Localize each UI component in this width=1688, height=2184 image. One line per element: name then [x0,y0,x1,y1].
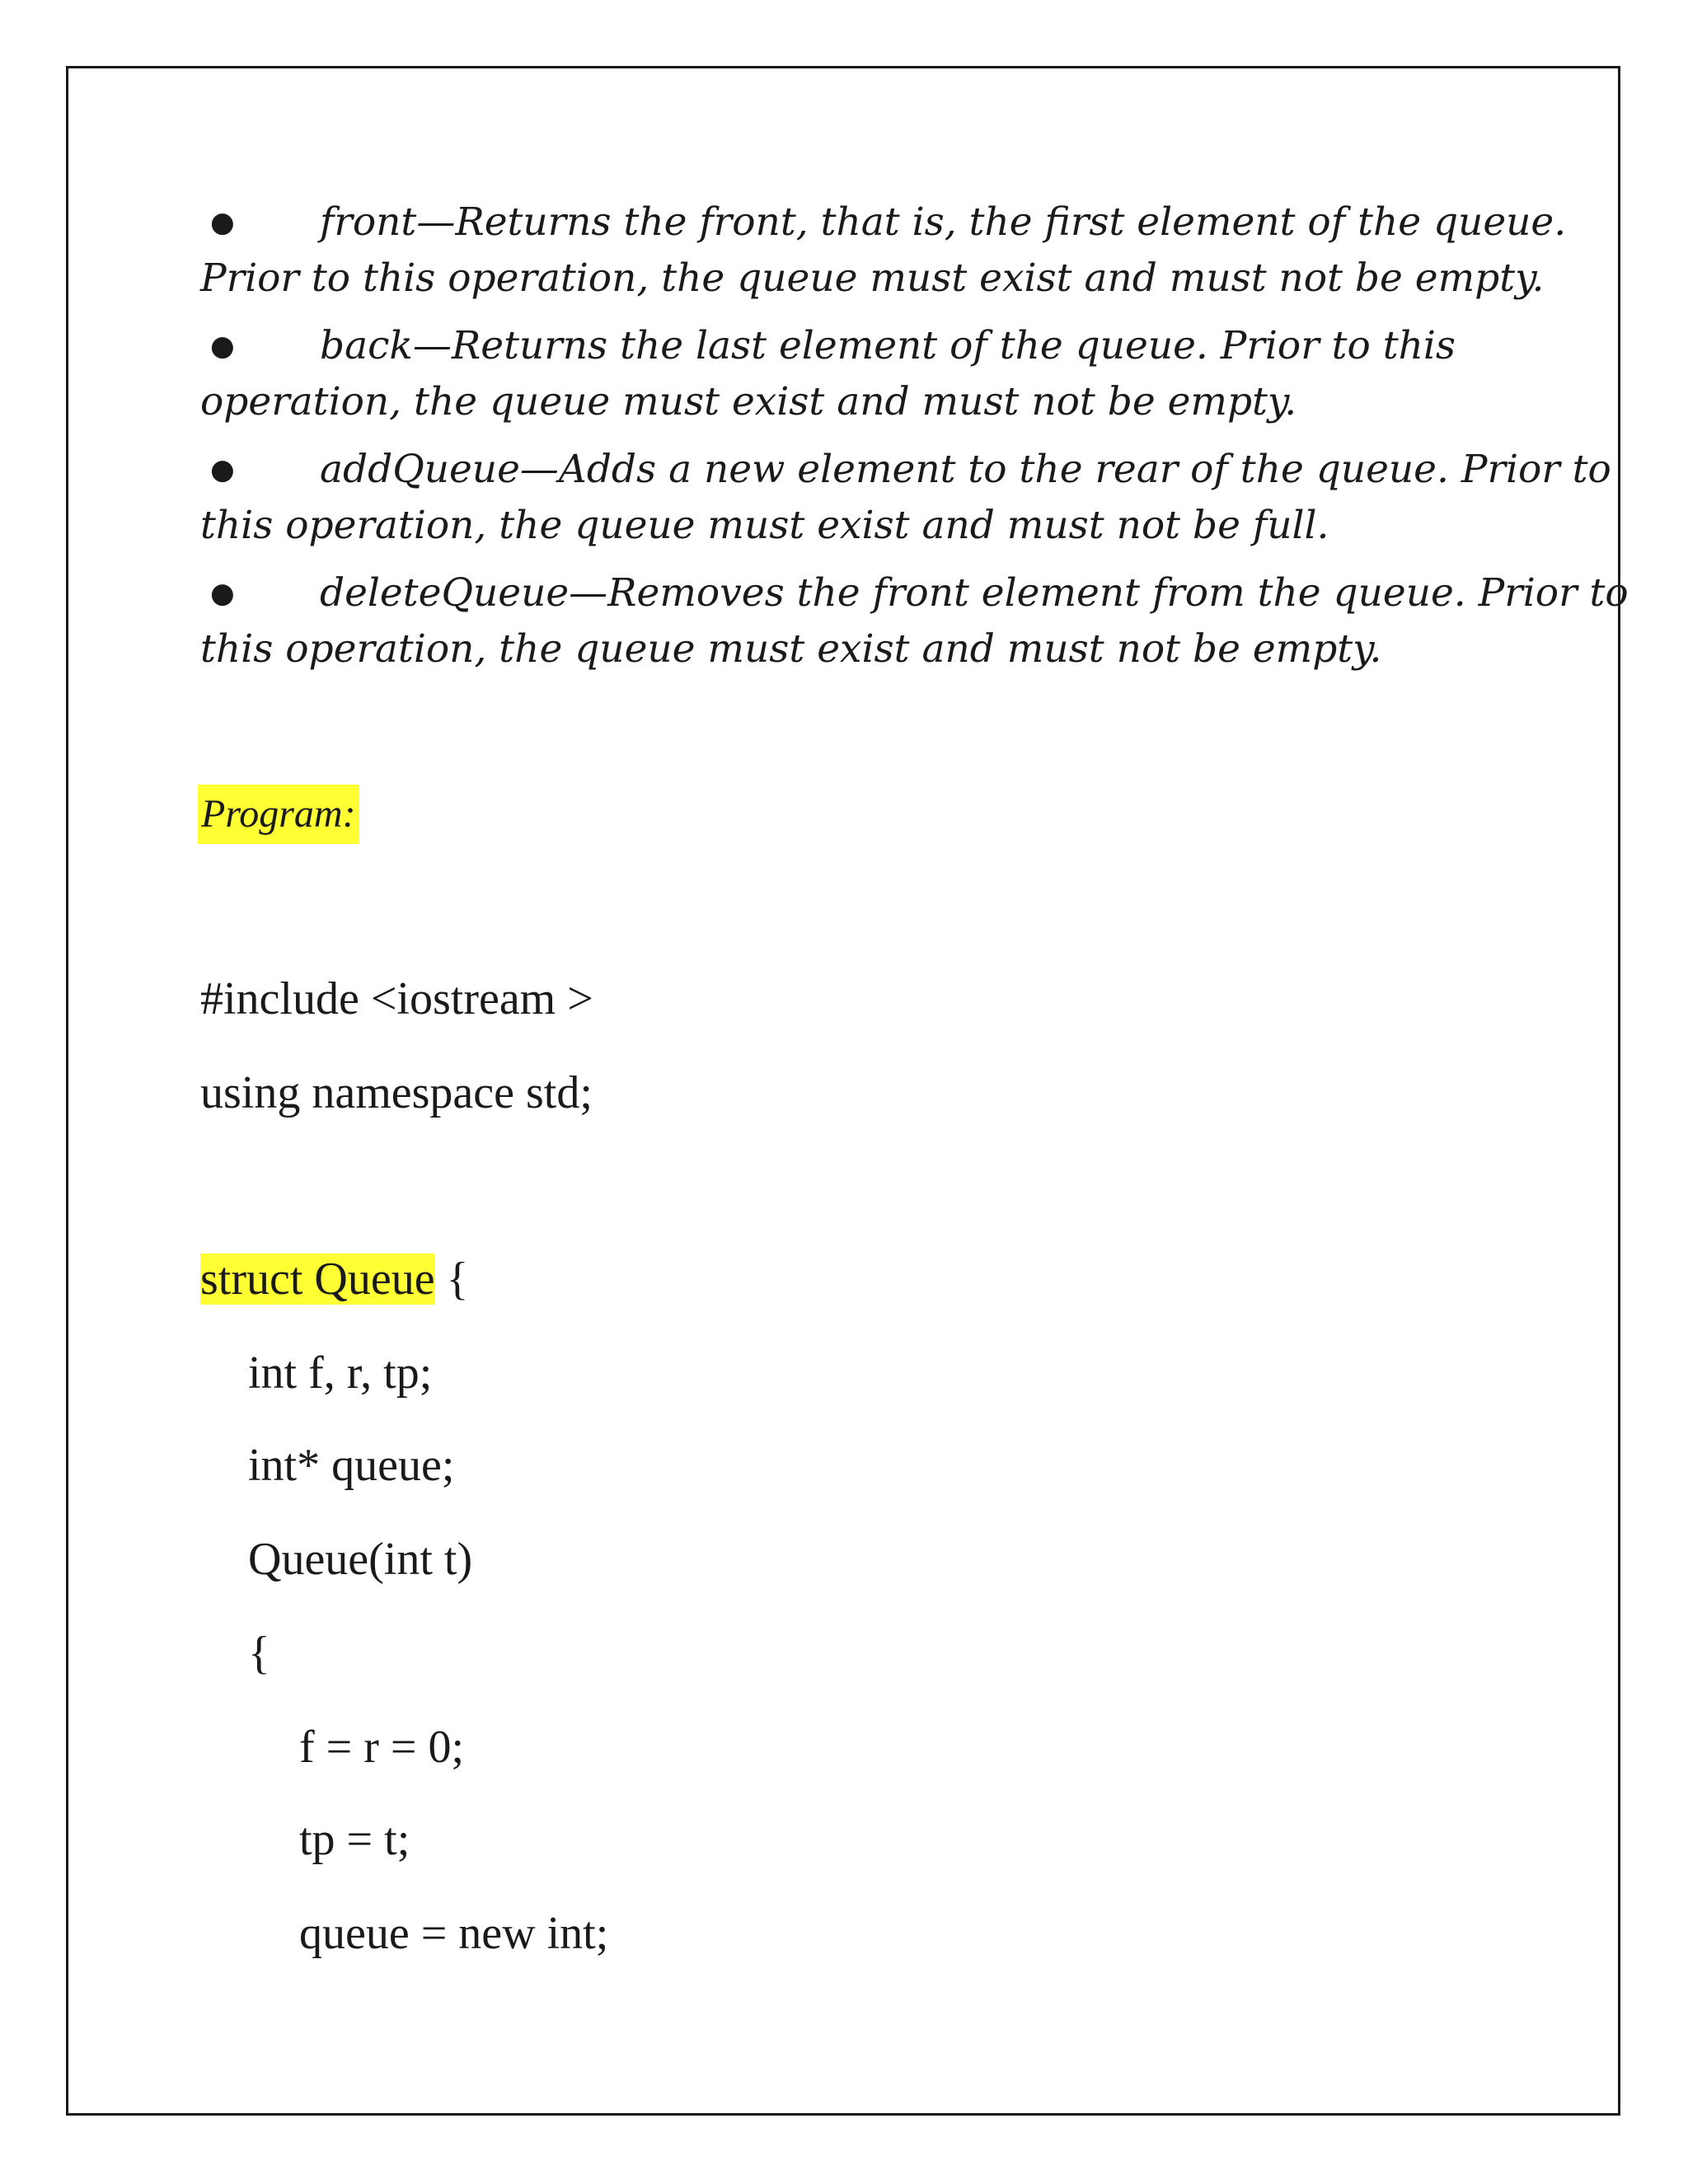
code-line-struct [200,1249,468,1309]
code-line-include: #include <iostream > [200,973,593,1024]
bullet-text-line: Prior to this operation, the queue must exist and must not be empty. [200,255,1545,301]
bullet-text-line: addQueue—Adds a new element to the rear of the queue. Prior to [320,447,1611,492]
list-item-front [200,194,1567,307]
struct-highlight: struct Queue [200,1254,435,1305]
bullet-text-line: deleteQueue—Removes the front element from the queue. Prior to [320,570,1629,616]
bullet-icon: ● [210,330,235,363]
code-line-pointer: int* queue; [248,1440,455,1491]
code-line-assign-fr: f = r = 0; [299,1722,465,1773]
list-item-back [200,318,1486,430]
bullet-icon: ● [210,577,235,610]
bullet-text-line: this operation, the queue must exist and must not be full. [200,503,1329,548]
code-line-assign-tp: tp = t; [299,1814,410,1865]
bullet-text-line: front—Returns the front, that is, the first element of the queue. [320,199,1567,245]
code-line-assign-queue: queue = new int; [299,1908,609,1959]
bullet-text-line: back—Returns the last element of the queue. Prior to this [320,323,1456,368]
code-line-ctor-open: { [248,1628,270,1679]
list-item-deletequeue [200,565,1629,677]
code-line-using: using namespace std; [200,1067,593,1118]
bullet-icon: ● [210,453,235,486]
bullet-icon: ● [210,206,235,239]
program-label: Program: [198,785,359,844]
code-line-ctor: Queue(int t) [248,1534,473,1585]
struct-brace: { [434,1254,469,1305]
code-line-members: int f, r, tp; [248,1347,433,1399]
bullet-text-line: this operation, the queue must exist and must not be empty. [200,626,1382,672]
list-item-addqueue [200,442,1611,554]
operations-list [200,194,1629,689]
bullet-text-line: operation, the queue must exist and must not be empty. [200,379,1297,424]
